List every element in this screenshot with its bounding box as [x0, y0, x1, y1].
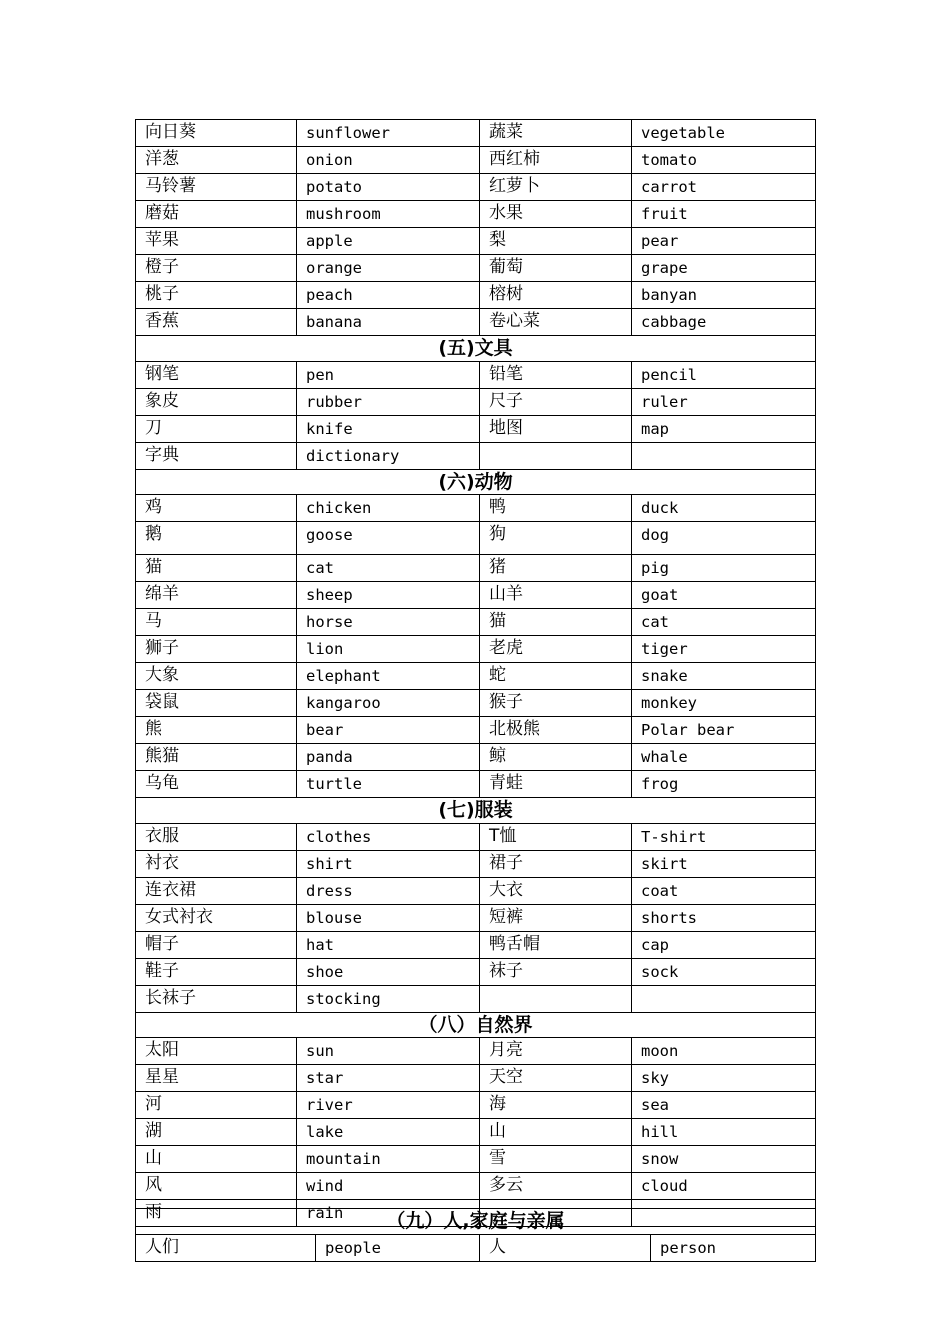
chinese-word: 鸡 [136, 495, 297, 522]
vocab-row [136, 1173, 816, 1200]
english-word: hill [632, 1119, 816, 1146]
chinese-word: 湖 [136, 1119, 297, 1146]
english-word: star [297, 1065, 480, 1092]
chinese-word: 北极熊 [480, 717, 632, 744]
chinese-word: 太阳 [136, 1038, 297, 1065]
english-word: goose [297, 522, 480, 555]
english-word: elephant [297, 663, 480, 690]
english-word: snake [632, 663, 816, 690]
vocab-row [136, 771, 816, 798]
english-word: mushroom [297, 201, 480, 228]
english-word: T-shirt [632, 823, 816, 850]
vocab-row [136, 690, 816, 717]
english-word: cabbage [632, 309, 816, 336]
english-word: grape [632, 255, 816, 282]
chinese-word: 西红柿 [480, 147, 632, 174]
vocab-row [136, 877, 816, 904]
chinese-word: 衬衣 [136, 850, 297, 877]
english-word: blouse [297, 904, 480, 931]
english-word: dog [632, 522, 816, 555]
chinese-word: 大衣 [480, 877, 632, 904]
chinese-word: 铅笔 [480, 361, 632, 388]
chinese-word: 连衣裙 [136, 877, 297, 904]
vocab-row [136, 931, 816, 958]
chinese-word: 猫 [480, 609, 632, 636]
vocab-row [136, 147, 816, 174]
english-word: chicken [297, 495, 480, 522]
english-word: clothes [297, 823, 480, 850]
chinese-word: 天空 [480, 1065, 632, 1092]
vocabulary-table [135, 119, 816, 1227]
english-word: hat [297, 931, 480, 958]
vocab-row [136, 174, 816, 201]
chinese-word: 尺子 [480, 388, 632, 415]
chinese-word: 山羊 [480, 582, 632, 609]
english-word: pig [632, 555, 816, 582]
chinese-word: 象皮 [136, 388, 297, 415]
chinese-word: 橙子 [136, 255, 297, 282]
english-word: cloud [632, 1173, 816, 1200]
chinese-word: 鸭舌帽 [480, 931, 632, 958]
vocab-row [136, 415, 816, 442]
english-word: coat [632, 877, 816, 904]
chinese-word: 星星 [136, 1065, 297, 1092]
english-word: orange [297, 255, 480, 282]
chinese-word: 衣服 [136, 823, 297, 850]
english-word: wind [297, 1173, 480, 1200]
english-word: stocking [297, 985, 480, 1012]
chinese-word: 榕树 [480, 282, 632, 309]
vocab-row [136, 255, 816, 282]
chinese-word [480, 985, 632, 1012]
english-word: shirt [297, 850, 480, 877]
chinese-word: 帽子 [136, 931, 297, 958]
vocab-row [136, 663, 816, 690]
section-header-row [136, 1012, 816, 1038]
english-word: horse [297, 609, 480, 636]
chinese-word: 雪 [480, 1146, 632, 1173]
english-word: rain [297, 1200, 480, 1227]
chinese-word: 苹果 [136, 228, 297, 255]
chinese-word: 向日葵 [136, 120, 297, 147]
english-word: map [632, 415, 816, 442]
english-word: shorts [632, 904, 816, 931]
english-word: sea [632, 1092, 816, 1119]
vocab-row [136, 442, 816, 469]
section-title: （八）自然界 [136, 1012, 816, 1038]
english-word: peach [297, 282, 480, 309]
vocab-row [136, 120, 816, 147]
vocab-row [136, 985, 816, 1012]
english-word: pencil [632, 361, 816, 388]
chinese-word: 熊 [136, 717, 297, 744]
chinese-word: 裙子 [480, 850, 632, 877]
vocab-row [136, 555, 816, 582]
section-title: (七)服装 [136, 798, 816, 824]
english-word: snow [632, 1146, 816, 1173]
english-word: apple [297, 228, 480, 255]
english-word: mountain [297, 1146, 480, 1173]
english-word: sunflower [297, 120, 480, 147]
english-word: Polar bear [632, 717, 816, 744]
english-word: kangaroo [297, 690, 480, 717]
chinese-word: 海 [480, 1092, 632, 1119]
chinese-word: 鸭 [480, 495, 632, 522]
section-header-row [136, 1209, 816, 1235]
vocab-row [136, 1092, 816, 1119]
chinese-word: 猫 [136, 555, 297, 582]
english-word: duck [632, 495, 816, 522]
english-word: sun [297, 1038, 480, 1065]
english-word: onion [297, 147, 480, 174]
english-word: vegetable [632, 120, 816, 147]
english-word: pen [297, 361, 480, 388]
chinese-word: 月亮 [480, 1038, 632, 1065]
chinese-word: 雨 [136, 1200, 297, 1227]
english-word: pear [632, 228, 816, 255]
chinese-word: 鹅 [136, 522, 297, 555]
chinese-word: 猪 [480, 555, 632, 582]
vocab-row [136, 388, 816, 415]
english-word [632, 985, 816, 1012]
english-word: sock [632, 958, 816, 985]
english-word: cat [297, 555, 480, 582]
vocab-row [136, 1038, 816, 1065]
section-header-row [136, 336, 816, 362]
vocab-row [136, 717, 816, 744]
english-word: skirt [632, 850, 816, 877]
english-word: sky [632, 1065, 816, 1092]
english-word: river [297, 1092, 480, 1119]
chinese-word: 葡萄 [480, 255, 632, 282]
english-word: person [651, 1234, 816, 1261]
english-word: whale [632, 744, 816, 771]
vocab-row [136, 201, 816, 228]
english-word: moon [632, 1038, 816, 1065]
chinese-word: 鞋子 [136, 958, 297, 985]
vocab-row [136, 1119, 816, 1146]
english-word: shoe [297, 958, 480, 985]
chinese-word: 洋葱 [136, 147, 297, 174]
chinese-word: 青蛙 [480, 771, 632, 798]
section-title-family: （九）人,家庭与亲属 [136, 1209, 816, 1235]
chinese-word: 山 [136, 1146, 297, 1173]
vocab-row [136, 1234, 816, 1261]
vocab-row [136, 904, 816, 931]
english-word: lake [297, 1119, 480, 1146]
vocab-row [136, 744, 816, 771]
english-word: cap [632, 931, 816, 958]
vocab-row [136, 522, 816, 555]
english-word: goat [632, 582, 816, 609]
english-word: banyan [632, 282, 816, 309]
chinese-word: 短裤 [480, 904, 632, 931]
chinese-word: 风 [136, 1173, 297, 1200]
chinese-word: 香蕉 [136, 309, 297, 336]
chinese-word: 大象 [136, 663, 297, 690]
vocab-row [136, 361, 816, 388]
section-title: (五)文具 [136, 336, 816, 362]
chinese-word: 女式衬衣 [136, 904, 297, 931]
vocab-row [136, 636, 816, 663]
vocab-row [136, 495, 816, 522]
english-word: tiger [632, 636, 816, 663]
english-word: bear [297, 717, 480, 744]
vocab-row [136, 850, 816, 877]
vocab-row [136, 609, 816, 636]
chinese-word: 刀 [136, 415, 297, 442]
chinese-word: 马 [136, 609, 297, 636]
section-header-row [136, 798, 816, 824]
vocab-row [136, 823, 816, 850]
chinese-word: 长袜子 [136, 985, 297, 1012]
english-word: dictionary [297, 442, 480, 469]
chinese-word: 河 [136, 1092, 297, 1119]
english-word: cat [632, 609, 816, 636]
chinese-word: 熊猫 [136, 744, 297, 771]
english-word: tomato [632, 147, 816, 174]
section-header-row [136, 469, 816, 495]
english-word: sheep [297, 582, 480, 609]
chinese-word: 地图 [480, 415, 632, 442]
chinese-word: 蛇 [480, 663, 632, 690]
english-word: ruler [632, 388, 816, 415]
chinese-word: 人 [480, 1234, 651, 1261]
chinese-word: 多云 [480, 1173, 632, 1200]
chinese-word: 乌龟 [136, 771, 297, 798]
english-word: people [316, 1234, 480, 1261]
chinese-word: 人们 [136, 1234, 316, 1261]
chinese-word: 狮子 [136, 636, 297, 663]
vocab-row [136, 1065, 816, 1092]
english-word: knife [297, 415, 480, 442]
english-word: rubber [297, 388, 480, 415]
chinese-word: 袋鼠 [136, 690, 297, 717]
vocab-row [136, 282, 816, 309]
english-word: panda [297, 744, 480, 771]
chinese-word: 磨菇 [136, 201, 297, 228]
chinese-word: 字典 [136, 442, 297, 469]
vocab-row [136, 1146, 816, 1173]
chinese-word: 水果 [480, 201, 632, 228]
chinese-word: 红萝卜 [480, 174, 632, 201]
chinese-word: 猴子 [480, 690, 632, 717]
chinese-word [480, 442, 632, 469]
english-word: lion [297, 636, 480, 663]
vocabulary-table-body [136, 120, 816, 1227]
chinese-word: 钢笔 [136, 361, 297, 388]
english-word: banana [297, 309, 480, 336]
chinese-word: T恤 [480, 823, 632, 850]
section-title: (六)动物 [136, 469, 816, 495]
chinese-word: 袜子 [480, 958, 632, 985]
english-word: dress [297, 877, 480, 904]
chinese-word: 马铃薯 [136, 174, 297, 201]
chinese-word: 绵羊 [136, 582, 297, 609]
english-word: potato [297, 174, 480, 201]
family-vocabulary-table [135, 1208, 816, 1262]
chinese-word: 梨 [480, 228, 632, 255]
vocab-row [136, 228, 816, 255]
english-word: turtle [297, 771, 480, 798]
chinese-word: 卷心菜 [480, 309, 632, 336]
english-word: carrot [632, 174, 816, 201]
chinese-word: 蔬菜 [480, 120, 632, 147]
english-word: fruit [632, 201, 816, 228]
english-word: monkey [632, 690, 816, 717]
english-word: frog [632, 771, 816, 798]
chinese-word: 狗 [480, 522, 632, 555]
chinese-word: 山 [480, 1119, 632, 1146]
vocab-row [136, 309, 816, 336]
chinese-word: 老虎 [480, 636, 632, 663]
vocab-row [136, 582, 816, 609]
english-word [632, 442, 816, 469]
chinese-word: 鲸 [480, 744, 632, 771]
chinese-word: 桃子 [136, 282, 297, 309]
vocab-row [136, 958, 816, 985]
